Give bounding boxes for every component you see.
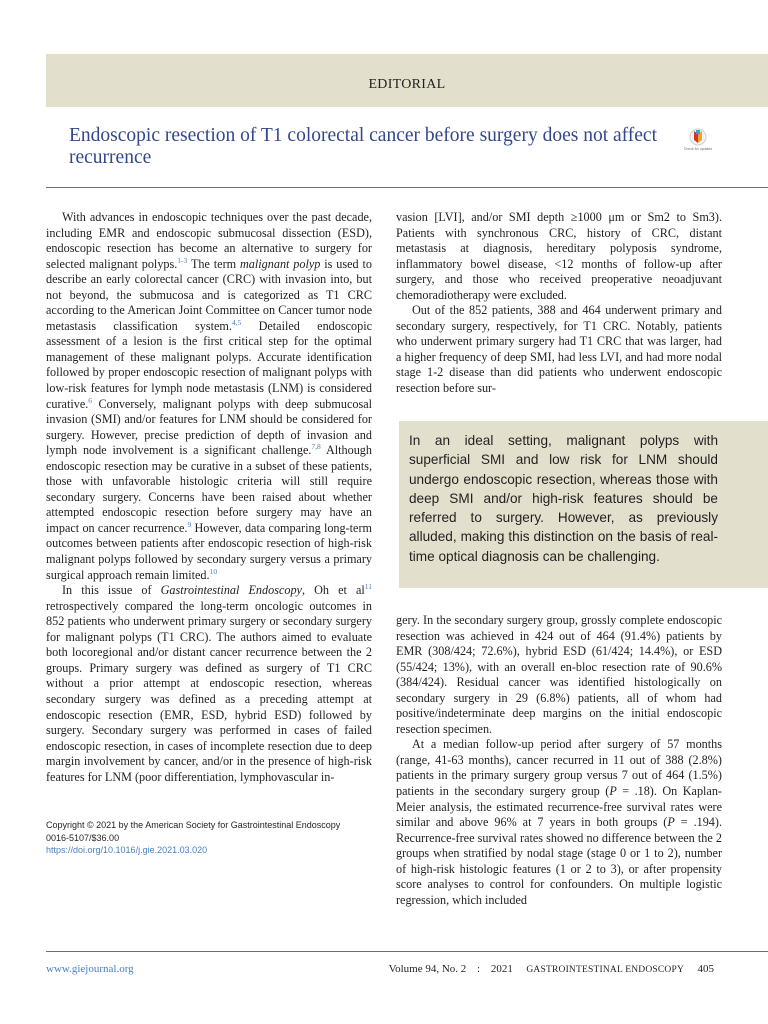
year: 2021: [490, 963, 513, 975]
paragraph: With advances in endoscopic techniques over the past decade, including EMR and endoscopic submucosal dissection (ESD), endoscopic resection has become an alternative to surgery for selected malignant polyps.$^{1-3}$ The term malignant polyp is used to describe an early colorectal cancer (CRC) with invasion into, but not beyond, the submucosa and is categorized as T1 CRC according to the American Joint Committee on Cancer tumor node metastasis classification system.$^{4,5}$ Detailed endoscopic assessment of a lesion is the first critical step for the optimal management of these malignant polyps. Accurate identification followed by proper endoscopic resection of malignant polyps with low-risk features for lymph node metastasis (LNM) is considered curative.$^6$ Conversely, malignant polyps with deep submucosal invasion (SMI) and/or features for LNM should be considered for surgery. However, precise prediction of depth of invasion and lymph node involvement is a significant challenge.$^{7,8}$ Although endoscopic resection may be curative in a subset of these patients, those with unfavorable histologic criteria will still require secondary surgery. Concerns have been raised about whether attempted endoscopic resection before surgery may have an impact on cancer recurrence.$^9$ However, data comparing long-term outcomes between patients after endoscopic resection of high-risk malignant polyps followed by secondary surgery versus a primary surgical approach remain limited.$^{10}$: [46, 210, 372, 582]
citation-link[interactable]: 10: [209, 566, 218, 576]
citation-link[interactable]: 11: [364, 582, 372, 592]
crossmark-icon: [683, 128, 713, 148]
article-title: Endoscopic resection of T1 colorectal cancer before surgery does not affect recurrence: [69, 125, 657, 168]
left-column: [46, 210, 372, 785]
check-for-updates-badge[interactable]: [683, 128, 713, 160]
paragraph: At a median follow-up period after surgery of 57 months (range, 41-63 months), cancer recurred in 11 out of 388 (2.8%) patients in the primary surgery group versus 7 out of 464 (1.5%) patients in the secondary surgery group (P = .18). On Kaplan-Meier analysis, the estimated recurrence-free survival rates were similar and above 96% at 7 years in both groups (P = .194). Recurrence-free survival rates showed no difference between the 2 groups when stratified by nodal stage (stage 0 or 1 to 2), number of high-risk histologic features (1 or 2 to 3), or after propensity score analyses to control for confounders. On multiple logistic regression, which included: [396, 737, 722, 907]
doi-link[interactable]: https://doi.org/10.1016/j.gie.2021.03.020: [46, 845, 208, 855]
paragraph: Out of the 852 patients, 388 and 464 underwent primary and secondary surgery, respectively, for T1 CRC. Notably, patients who underwent primary surgery had T1 CRC that was larger, had a higher frequency of deep SMI, had less LVI, and had more nodal stage 1-2 disease than did patients who underwent endoscopic resection before sur-: [396, 303, 722, 396]
footer-divider: [46, 951, 768, 952]
paragraph: gery. In the secondary surgery group, grossly complete endoscopic resection was achieved in 424 out of 464 (91.4%) patients by EMR (308/424; 72.6%), hybrid ESD (61/424; 14.4%), or ESD (55/424; 13%), with an overall en-bloc resection rate of 90.6% (384/424). Residual cancer was identified histologically on secondary surgery in 29 (6.8%) patients, all of whom had positive/indeterminate deep margins on the initial endoscopic resection specimen.: [396, 613, 722, 736]
right-column-bottom: [396, 613, 722, 908]
right-column-top: [396, 210, 722, 397]
paragraph: In this issue of Gastrointestinal Endoscopy, Oh et $al^{11}$ retrospectively compared the long-term oncologic outcomes in 852 patients who underwent primary surgery or secondary surgery for malignant polyps (T1 CRC). The authors aimed to evaluate both locoregional and/or distant cancer recurrence between the 2 groups. Primary surgery was defined as surgery of T1 CRC without a prior attempt at endoscopic resection, whereas secondary surgery was defined as a preceding attempt at endoscopic resection (EMR, ESD, hybrid ESD) followed by surgery. Secondary surgery was performed in cases of failed endoscopic resection, in cases of incomplete resection due to deep margin involvement by cancer, and/or in the presence of high-risk features for LNM (poor differentiation, lymphovascular in-: [46, 582, 372, 784]
page-number: 405: [697, 963, 714, 975]
citation-link[interactable]: 9: [187, 519, 192, 529]
footer-separator: :: [477, 963, 481, 975]
copyright-text: Copyright © 2021 by the American Society for Gastrointestinal Endoscopy: [46, 820, 341, 830]
footer-citation: [389, 963, 714, 975]
copyright-footnote: [46, 819, 386, 857]
citation-link[interactable]: 4,5: [231, 317, 242, 327]
check-for-updates-label: Check for updates: [683, 147, 713, 151]
journal-name: GASTROINTESTINAL ENDOSCOPY: [526, 965, 684, 975]
citation-link[interactable]: 6: [88, 395, 93, 405]
section-label: EDITORIAL: [368, 77, 446, 92]
citation-link[interactable]: 1-3: [177, 255, 188, 265]
pull-quote: [399, 421, 768, 588]
issn-text: 0016-5107/$36.00: [46, 832, 120, 843]
journal-website-link[interactable]: www.giejournal.org: [46, 963, 134, 975]
header-divider: [46, 187, 768, 188]
volume-issue: Volume 94, No. 2: [388, 963, 467, 975]
citation-link[interactable]: 7,8: [311, 442, 321, 452]
pull-quote-text: In an ideal setting, malignant polyps with superficial SMI and low risk for LNM should undergo endoscopic resection, whereas those with deep SMI and/or high-risk features should be referred to surgery. However, as previously alluded, making this distinction on the basis of real-time optical diagnosis can be challenging.: [409, 433, 718, 564]
paragraph: vasion [LVI], and/or SMI depth ≥1000 μm or Sm2 to Sm3). Patients with synchronous CRC, history of CRC, distant metastasis at diagnosis, hereditary polyposis syndrome, inflammatory bowel disease, <12 months of follow-up after surgery, and those who received preoperative neoadjuvant chemoradiotherapy were excluded.: [396, 210, 722, 302]
editorial-banner: [46, 54, 768, 107]
